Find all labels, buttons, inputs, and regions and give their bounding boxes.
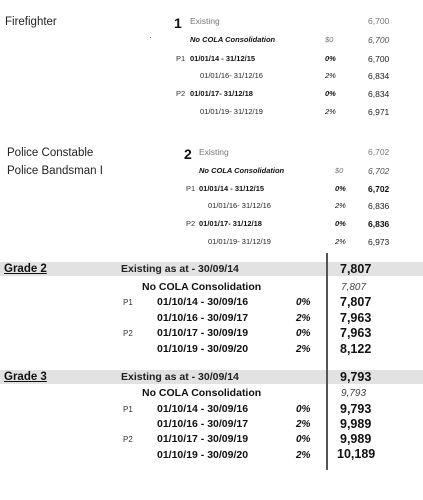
section1-number: 1 bbox=[174, 15, 182, 31]
bullet-mark: · bbox=[149, 33, 152, 42]
section1-row3-pct: 0% bbox=[325, 89, 336, 98]
grade2-row1-pct: 0% bbox=[296, 297, 311, 308]
grade2-title: Grade 2 bbox=[4, 263, 47, 275]
grade3-row3-value: 9,989 bbox=[340, 432, 372, 446]
grade3-row2-pct: 2% bbox=[296, 419, 311, 430]
grade2-row4-value: 8,122 bbox=[340, 342, 372, 356]
grade2-row1-prefix: P1 bbox=[123, 298, 133, 307]
section1-row1-pct: 0% bbox=[325, 54, 336, 63]
section2-row1-pct: 0% bbox=[335, 184, 346, 193]
grade2-row2-pct: 2% bbox=[296, 313, 311, 324]
grade2-row1-range: 01/10/14 - 30/09/16 bbox=[157, 296, 249, 308]
section1-row1-value: 6,700 bbox=[368, 54, 390, 64]
grade3-title: Grade 3 bbox=[4, 371, 47, 383]
grade3-row1-prefix: P1 bbox=[123, 405, 133, 414]
section1-row4-pct: 2% bbox=[325, 107, 336, 116]
position-firefighter: Firefighter bbox=[5, 16, 57, 28]
section2-row4-range: 01/01/19- 31/12/19 bbox=[208, 237, 271, 246]
section2-row2-value: 6,836 bbox=[368, 201, 390, 211]
section1-row2-pct: 2% bbox=[325, 71, 336, 80]
grade3-row3-pct: 0% bbox=[296, 434, 311, 445]
section2-consolidation-label: No COLA Consolidation bbox=[199, 166, 285, 175]
grade2-consolidation-value: 7,807 bbox=[341, 282, 367, 293]
grade3-existing-value: 9,793 bbox=[340, 370, 372, 384]
section2-row2-pct: 2% bbox=[335, 201, 346, 210]
section1-existing-value: 6,700 bbox=[368, 16, 390, 26]
grade2-row2-value: 7,963 bbox=[340, 311, 372, 325]
grade3-consolidation-label: No COLA Consolidation bbox=[142, 387, 262, 399]
grade3-row1-pct: 0% bbox=[296, 404, 311, 415]
grade3-row4-pct: 2% bbox=[296, 450, 311, 461]
section2-consolidation-value: 6,702 bbox=[368, 166, 390, 176]
grade3-row4-value: 10,189 bbox=[337, 447, 376, 461]
grade3-row3-prefix: P2 bbox=[123, 435, 133, 444]
section2-row3-prefix: P2 bbox=[186, 219, 196, 228]
section1-row3-range: 01/01/17- 31/12/18 bbox=[190, 89, 253, 98]
grade2-row3-prefix: P2 bbox=[123, 329, 133, 338]
grade2-row3-value: 7,963 bbox=[340, 326, 372, 340]
section1-row4-value: 6,971 bbox=[368, 107, 390, 117]
grade3-consolidation-value: 9,793 bbox=[341, 388, 367, 399]
grade2-row2-range: 01/10/16 - 30/09/17 bbox=[157, 312, 249, 324]
section1-consolidation-label: No COLA Consolidation bbox=[190, 35, 276, 44]
section2-row4-value: 6,973 bbox=[368, 237, 390, 247]
grade3-row2-value: 9,989 bbox=[340, 417, 372, 431]
section1-row3-prefix: P2 bbox=[176, 89, 186, 98]
section2-row2-range: 01/01/16- 31/12/16 bbox=[208, 201, 271, 210]
grade2-row4-range: 01/10/19 - 30/09/20 bbox=[157, 343, 249, 355]
grade2-consolidation-label: No COLA Consolidation bbox=[142, 281, 262, 293]
grade2-existing-value: 7,807 bbox=[340, 262, 372, 276]
section1-row2-range: 01/01/16- 31/12/16 bbox=[200, 71, 263, 80]
section1-existing-label: Existing bbox=[190, 16, 220, 26]
position-police-bandsman: Police Bandsman I bbox=[7, 165, 103, 177]
section1-consolidation-amount: $0 bbox=[325, 35, 334, 44]
section2-row1-range: 01/01/14 - 31/12/15 bbox=[199, 184, 265, 193]
grade3-row2-range: 01/10/16 - 30/09/17 bbox=[157, 418, 249, 430]
grade2-existing-label: Existing as at - 30/09/14 bbox=[121, 263, 239, 275]
section2-row4-pct: 2% bbox=[335, 237, 346, 246]
section1-row3-value: 6,834 bbox=[368, 89, 390, 99]
section2-number: 2 bbox=[184, 146, 192, 162]
position-police-constable: Police Constable bbox=[7, 147, 94, 159]
section2-row3-range: 01/01/17- 31/12/18 bbox=[199, 219, 262, 228]
grade3-row3-range: 01/10/17 - 30/09/19 bbox=[157, 433, 249, 445]
grade3-existing-label: Existing as at - 30/09/14 bbox=[121, 371, 239, 383]
section2-row3-pct: 0% bbox=[335, 219, 346, 228]
grade2-row3-range: 01/10/17 - 30/09/19 bbox=[157, 327, 249, 339]
section2-row1-prefix: P1 bbox=[186, 184, 196, 193]
grade3-row1-range: 01/10/14 - 30/09/16 bbox=[157, 403, 249, 415]
vertical-divider bbox=[326, 253, 328, 470]
section1-consolidation-value: 6,700 bbox=[368, 35, 390, 45]
section2-existing-value: 6,702 bbox=[368, 147, 390, 157]
grade2-row4-pct: 2% bbox=[296, 344, 311, 355]
section1-row2-value: 6,834 bbox=[368, 71, 390, 81]
section2-row1-value: 6,702 bbox=[368, 184, 390, 194]
section2-row3-value: 6,836 bbox=[368, 219, 390, 229]
grade2-row1-value: 7,807 bbox=[340, 295, 372, 309]
section2-existing-label: Existing bbox=[199, 147, 229, 157]
section1-row4-range: 01/01/19- 31/12/19 bbox=[200, 107, 263, 116]
section1-row1-range: 01/01/14 - 31/12/15 bbox=[190, 54, 256, 63]
section1-row1-prefix: P1 bbox=[176, 54, 186, 63]
grade3-row4-range: 01/10/19 - 30/09/20 bbox=[157, 449, 249, 461]
grade3-row1-value: 9,793 bbox=[340, 402, 372, 416]
grade2-row3-pct: 0% bbox=[296, 328, 311, 339]
section2-consolidation-amount: $0 bbox=[335, 166, 344, 175]
